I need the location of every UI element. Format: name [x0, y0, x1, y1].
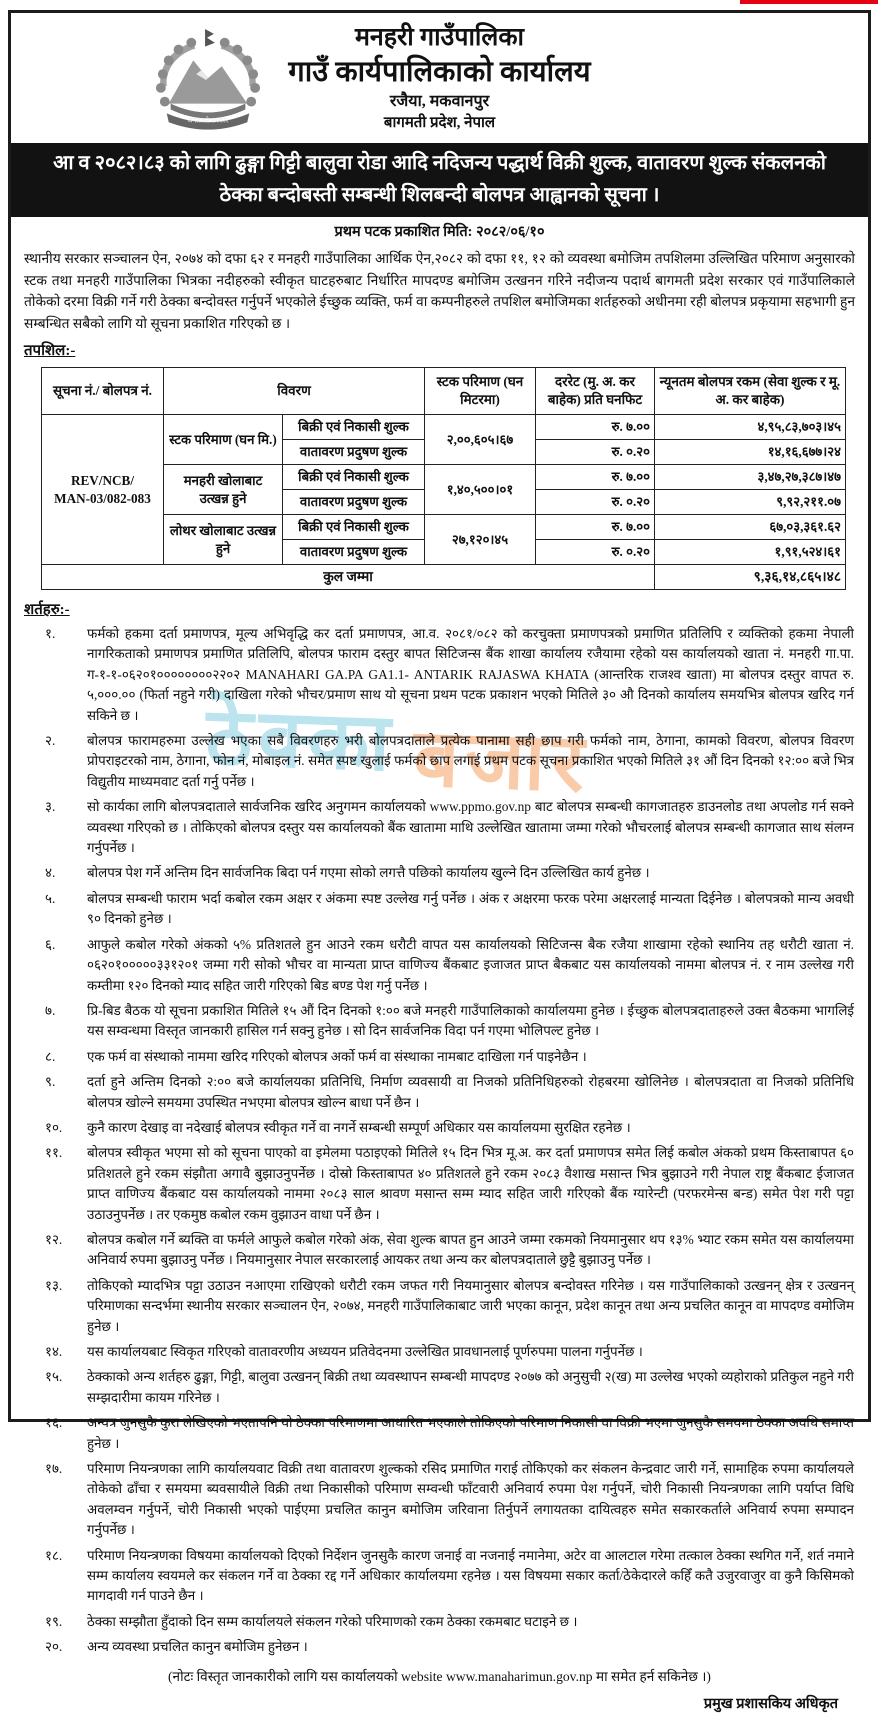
condition-number: २०.: [45, 1639, 63, 1655]
group-name-cell: लोथर खोलाबाट उत्खन्न हुने: [164, 515, 283, 565]
condition-item: [45, 889, 854, 930]
condition-text: तोकिएको म्यादभित्र पट्टा उठाउन नआएमा राखिएको धरौटी रकम जफत गरी नियमानुसार बोलपत्र बन्दोवस्त गरिनेछ । यस गाउँपालिकाको उत्खनन् क्षेत्र र उत्खनन् परिमाणका सन्दर्भमा स्थानीय सरकार सञ्चालन ऐन, २०७४, मनहरी गाउँपालिकाबाट जारी भएका कानून, प्रदेश कानून तथा अन्य प्रचलित कानून वा मापदण्ड वमोजिम हुनेछ ।: [87, 1277, 854, 1334]
rate-cell: रु. ०.२०: [536, 540, 655, 565]
condition-text: बोलपत्र स्वीकृत भएमा सो को सूचना पाएको वा इमेलमा पठाइएको मितिले १५ दिन भित्र मू.अ. कर दर्ता प्रमाणपत्र समेत लिई कबोल अंकको प्रथम किस्ताबापत ६० प्रतिशतले हुने रकम संझौता अगावै बुझाउनुपर्नेछ । दोस्रो किस्ताबापत ४० प्रतिशतले हुने रकम २०८३ वैशाख मसान्त भित्र बुझाउने गरी नेपाल राष्ट्र बैंकबाट ईजाजत प्राप्त वाणिज्य बैंकबाट यस कार्यालयको नाममा २०८३ साल श्रावण मसान्त सम्म म्याद सहित जारी गरिएको बैंक ग्यारेन्टी (परफरमेन्स बन्ड) समेत पेश गरी पट्टा उठाउनुपर्नेछ । तर एकमुष्ठ कबोल रकम वुझाउन वाधा पर्ने छैन ।: [87, 1145, 854, 1222]
condition-item: [45, 1612, 854, 1632]
condition-item: [45, 1072, 854, 1113]
condition-number: ७.: [45, 1002, 56, 1018]
fee-type-cell: वातावरण प्रदुषण शुल्क: [283, 540, 425, 565]
amount-cell: १४,१६,६७७।२४: [655, 440, 846, 465]
office-name: गाउँ कार्यपालिकाको कार्यालय: [288, 56, 591, 88]
col-header-rate: दररेट (मु. अ. कर बाहेक) प्रति घनफिट: [536, 368, 655, 415]
intro-paragraph: स्थानीय सरकार सञ्चालन ऐन, २०७४ को दफा ६२ र मनहरी गाउँपालिका आर्थिक ऐन,२०८२ को दफा ११, १२ को व्यवस्था बमोजिम तपशिलमा उल्लिखित परिमाण अनुसारको स्टक तथा मनहरी गाउँपालिका भित्रका नदीहरुको स्वीकृत घाटहरुबाट निर्धारित मापदण्ड बमोजिम उत्खनन गरिने नदीजन्य पदार्थ बागमती प्रदेश सरकार एवं गाउँपालिकाले तोकेको दरमा विक्री गर्ने गरी ठेक्का बन्दोवस्त गर्नुपर्ने भएकोले ईच्छुक व्यक्ति, फर्म वा कम्पनीहरुले तपशिल बमोजिमका शर्तहरुको अधीनमा रही बोलपत्र प्रकृयामा सहभागी हुन सम्बन्धित सबैको लागि यो सूचना प्रकाशित गरिएको छ ।: [24, 251, 855, 331]
amount-cell: ९,९२,२११.०७: [655, 490, 846, 515]
rate-cell: रु. ७.००: [536, 465, 655, 490]
col-header-stock-qty: स्टक परिमाण (घन मिटरमा): [425, 368, 536, 415]
notice-number-cell: [42, 415, 164, 565]
condition-item: [45, 1413, 854, 1454]
total-label-cell: कुल जम्मा: [42, 565, 655, 590]
condition-item: [45, 624, 854, 726]
condition-item: [45, 1546, 854, 1607]
rate-cell: रु. ७.००: [536, 415, 655, 440]
conditions-label: शर्तहरु:-: [24, 602, 70, 618]
condition-number: १६.: [45, 1415, 63, 1431]
condition-number: १७.: [45, 1461, 63, 1477]
condition-text: अन्यत्र जुनसुकै कुरा लेखिएको भएतापनि यो ठेक्का परिमाणमा आधारित भएकाले तोकिएको परिमाण निकासी वा विक्री भएमा जुनसुकै समयमा ठेक्का अवधि समाप्त हुनेछ ।: [87, 1415, 854, 1451]
stock-qty-cell: २७,१२०।४५: [425, 515, 536, 565]
amount-cell: ४,९५,८३,७०३।४५: [655, 415, 846, 440]
table-header-row: [42, 368, 846, 415]
table-total-row: [42, 565, 846, 590]
condition-number: १०.: [45, 1119, 63, 1135]
fee-type-cell: वातावरण प्रदुषण शुल्क: [283, 490, 425, 515]
condition-text: बोलपत्र कबोल गर्ने ब्यक्ति वा फर्मले आफुले कबोल गरेको अंक, सेवा शुल्क बापत हुन आउने जम्मा रकमको नियमानुसार थप १३% भ्याट रकम समेत यस कार्यालयमा अनिवार्य रुपमा बुझाउनु पर्नेछ । नियमानुसार नेपाल सरकारलाई आयकर तथा अन्य कर बोलपत्रदाताले छुट्टै बुझाउनु पर्नेछ ।: [87, 1231, 854, 1268]
amount-cell: ३,४७,२७,३८७।४७: [655, 465, 846, 490]
condition-item: [45, 935, 854, 996]
office-province: बागमती प्रदेश, नेपाल: [383, 115, 496, 131]
condition-text: सो कार्यका लागि बोलपत्रदाताले सार्वजनिक खरिद अनुगमन कार्यालयको www.ppmo.gov.np बाट बोलपत्र सम्बन्धी कागजातहरु डाउनलोड तथा अपलोड गर्न सक्ने व्यवस्था गरिएको छ । तोकिएको बोलपत्र दस्तुर यस कार्यालयको बैंक खातामा माथि उल्लेखित खातामा जम्मा गरेको भौचरलाई बोलपत्र सम्बन्धी कागजात साथ संलग्न गर्नुपर्नेछ ।: [87, 799, 854, 856]
svg-text:जनताको सरकार: जनताको सरकार: [187, 116, 229, 125]
watermark-word-1: ठेक्का: [204, 689, 398, 790]
total-amount-cell: ९,३६,१४,८६५।४८: [655, 565, 846, 590]
condition-item: [45, 1276, 854, 1337]
condition-number: ८.: [45, 1048, 56, 1064]
condition-item: [45, 1001, 854, 1042]
condition-number: ३.: [45, 799, 56, 815]
footer-note: (नोटः विस्तृत जानकारीको लागि यस कार्यालयको website www.manaharimun.gov.np मा समेत हर्न सकिनेछ ।): [168, 1668, 711, 1684]
notice-title-line2: ठेक्का बन्दोबस्ती सम्बन्धी शिलबन्दी बोलपत्र आह्वानको सूचना ।: [219, 184, 660, 206]
rate-cell: रु. ७.००: [536, 515, 655, 540]
condition-text: बोलपत्र सम्बन्धी फाराम भर्दा कबोल रकम अक्षर र अंकमा स्पष्ट उल्लेख गर्नु पर्नेछ । अंक र अक्षरमा फरक परेमा अक्षरलाई मान्यता दिईनेछ । बोलपत्रको मान्य अवधी ९० दिनको हुनेछ ।: [87, 890, 854, 927]
condition-text: प्रि-बिड बैठक यो सूचना प्रकाशित मितिले १५ औं दिन दिनको १:०० बजे मनहरी गाउँपालिकाको कार्यालयमा हुनेछ । ईच्छुक बोलपत्रदाताहरुले उक्त बैठकमा भागलिई यस सम्वन्धमा विस्तृत जानकारी हासिल गर्न सक्नु हुनेछ । सो दिन सार्वजनिक विदा पर्न गएमा भोलिपल्ट हुनेछ ।: [87, 1002, 854, 1039]
condition-text: फर्मको हकमा दर्ता प्रमाणपत्र, मूल्य अभिवृद्धि कर दर्ता प्रमाणपत्र, आ.व. २०८१/०८२ को करचुक्ता प्रमाणपत्रको प्रमाणित प्रतिलिपि र व्यक्तिको हकमा नेपाली नागरिकताको प्रमाणपत्र प्रमाणित प्रतिलिपि, बोलपत्र फाराम दस्तुर बापत सिटिजन्स बैंक शाखा कार्यालय रजैयामा रहेको यस कार्यालयको खाता नं. मनहरी गा.पा. ग-१-१-०६२०१००००००००२२०२ MANAHARI GA.PA GA1.1- ANTARIK RAJASWA KHATA (आन्तरिक राजश्व खाता) मा बोलपत्र दस्तुर वापत रु. ५,०००.०० (फिर्ता नहुने गरी) दाखिला गरेको भौचर/प्रमाण साथ यो सूचना प्रथम पटक प्रकाशन भएको मितिले ३० औ दिनको कार्यालय समयभित्र बोलपत्र खरिद गर्न सकिने छ ।: [87, 626, 854, 723]
condition-number: १४.: [45, 1344, 63, 1359]
group-name-cell: मनहरी खोलाबाट उत्खन्न हुने: [164, 465, 283, 515]
fee-type-cell: बिक्री एवं निकासी शुल्क: [283, 465, 425, 490]
col-header-description: विवरण: [164, 368, 425, 415]
bid-quantity-table: [41, 367, 846, 590]
condition-number: १९.: [45, 1613, 63, 1629]
stock-qty-cell: १,४०,५००।०१: [425, 465, 536, 515]
condition-text: ठेक्काको अन्य शर्तहरु ढुङ्गा, गिट्टी, बालुवा उत्खनन् बिक्री तथा व्यवस्थापन सम्बन्धी मापदण्ड २०७७ को अनुसुची २(ख) मा उल्लेख भएको व्यहोराको प्रतिकुल नहुने गरी सम्झदारीमा कायम गरिनेछ ।: [87, 1369, 854, 1405]
amount-cell: ६७,०३,३६१.६२: [655, 515, 846, 540]
document-border-frame: [8, 10, 871, 1712]
condition-number: २.: [45, 733, 56, 749]
rate-cell: रु. ०.२०: [536, 440, 655, 465]
condition-text: परिमाण नियन्त्रणका विषयमा कार्यालयको दिएको निर्देशन जुनसुकै कारण जनाई वा नजनाई नमानेमा, अटेर वा आलटाल गरेमा तत्काल ठेक्का स्थगित गर्ने, शर्त नमाने सम्म कार्यालय स्वयमले कर संकलन गर्ने वा ठेक्का रद्द गर्ने अधिकार कार्यालयमा रहनेछ । यस विषयमा सकार कर्ता/ठेकेदारले कहिँ कतै उजुरवाजुर वा कुनै किसिमको मागदावी गर्न पाउने छैन ।: [87, 1547, 854, 1604]
condition-text: ठेक्का सम्झौता हुँदाको दिन सम्म कार्यालयले संकलन गरेको परिमाणको रकम ठेक्का रकमबाट घटाइने छ ।: [87, 1613, 578, 1629]
condition-item: [45, 731, 854, 792]
condition-text: परिमाण नियन्त्रणका लागि कार्यालयवाट विक्री तथा वातावरण शुल्कको रसिद प्रमाणित गराई तोकिएको कर संकलन केन्द्रवाट जारी गर्ने, सामाहिक रुपमा कार्यालयले तोकेको ढाँचा र समयमा ब्यवसायीले विक्री तथा निकासीको परिमाण सम्वन्धी फाँटवारी अनिवार्य रुपमा पेश गर्नुपर्ने, चोरी निकासी नियन्त्रणका लागि पर्याप्त विधि अवलम्वन गर्नुपर्ने, चोरी निकासी भएको पाईएमा प्रचलित कानुन बमोजिम जरिवाना तिर्नुपर्ने लगायतका दायित्वहरु समेत सकारकर्ताले अनिवार्य रुपमा सम्पादन गर्नुपर्नेछ ।: [87, 1461, 854, 1538]
condition-number: ६.: [45, 936, 56, 952]
first-published-date: प्रथम पटक प्रकाशित मिति: २०८२/०६/१०: [334, 224, 545, 240]
col-header-min-bid: न्यूनतम बोलपत्र रकम (सेवा शुल्क र मू. अ. कर बाहेक): [655, 368, 846, 415]
table-row: [42, 415, 846, 440]
signatory-title: प्रमुख प्रशासकिय अधिकृत: [703, 1695, 838, 1712]
condition-item: [45, 1637, 854, 1657]
notice-title-line1: आ व २०८२।८३ को लागि ढुङ्गा गिट्टी बालुवा रोडा आदि नदिजन्य पद्धार्थ विक्री शुल्क, वातावरण शुल्क संकलनको: [53, 152, 826, 174]
stock-qty-cell: २,००,६०५।६७: [425, 415, 536, 465]
condition-text: एक फर्म वा संस्थाको नाममा खरिद गरिएको बोलपत्र अर्को फर्म वा संस्थाका नामबाट दाखिला गर्न पाइनेछैन ।: [87, 1048, 587, 1064]
condition-item: [45, 1118, 854, 1138]
municipality-name: मनहरी गाउँपालिका: [354, 24, 525, 51]
condition-item: [45, 1367, 854, 1408]
letterhead: [11, 13, 868, 134]
tapasil-label: तपशिल:-: [24, 343, 76, 359]
condition-text: यस कार्यालयबाट स्विकृत गरिएको वातावरणीय अध्ययन प्रतिवेदनमा उल्लेखित प्रावधानलाई पूर्णरुपमा पालना गर्नुपर्नेछ ।: [87, 1344, 643, 1359]
conditions-list: [45, 624, 854, 1658]
amount-cell: १,९१,५२४।६१: [655, 540, 846, 565]
watermark-word-2: बजार: [412, 710, 592, 810]
rate-cell: रु. ०.२०: [536, 490, 655, 515]
condition-text: कुनै कारण देखाइ वा नदेखाई बोलपत्र स्वीकृत गर्ने वा नगर्ने सम्बन्धी सम्पूर्ण अधिकार यस कार्यालयमा सुरक्षित रहनेछ ।: [87, 1119, 631, 1135]
scan-red-mark: [740, 0, 878, 4]
notice-title-banner: [11, 143, 868, 217]
condition-item: [45, 1047, 854, 1067]
fee-type-cell: वातावरण प्रदुषण शुल्क: [283, 440, 425, 465]
notice-number-line1: REV/NCB/: [70, 472, 134, 488]
condition-item: [45, 797, 854, 858]
condition-item: [45, 863, 854, 883]
condition-text: दर्ता हुने अन्तिम दिनको २:०० बजे कार्यालयका प्रतिनिधि, निर्माण व्यवसायी वा निजको प्रतिनिधिहरुको रोहबरमा खोलिनेछ । बोलपत्रदाता वा निजको प्रतिनिधि बोलपत्र खोल्ने समयमा उपस्थित नभएमा बोलपत्र खोल्न बाधा पर्ने छैन ।: [87, 1074, 854, 1110]
condition-text: बोलपत्र पेश गर्ने अन्तिम दिन सार्वजनिक बिदा पर्न गएमा सोको लगत्तै पछिको कार्यालय खुल्ने दिन उल्लिखित कार्य हुनेछ ।: [87, 865, 650, 881]
condition-number: ११.: [45, 1145, 63, 1161]
condition-item: [45, 1342, 854, 1362]
condition-item: [45, 1143, 854, 1225]
condition-number: ५.: [45, 890, 56, 906]
condition-number: १३.: [45, 1277, 63, 1293]
condition-item: [45, 1459, 854, 1541]
condition-number: ४.: [45, 865, 56, 881]
condition-number: १५.: [45, 1369, 63, 1385]
fee-type-cell: बिक्री एवं निकासी शुल्क: [283, 515, 425, 540]
condition-item: [45, 1230, 854, 1271]
condition-number: १२.: [45, 1231, 63, 1247]
office-address: रजैया, मकवानपुर: [389, 93, 490, 110]
notice-number-line2: MAN-03/082-083: [54, 490, 151, 506]
fee-type-cell: बिक्री एवं निकासी शुल्क: [283, 415, 425, 440]
condition-text: आफुले कबोल गरेको अंकको ५% प्रतिशतले हुन आउने रकम धरौटी वापत यस कार्यालयको सिटिजन्स बैक रजैया शाखामा रहेको स्थानिय तह धरौटी खाता नं. ०६२०१०००००३३१२०१ जम्मा गरी सोको भौचर वा मान्यता प्राप्त वाणिज्य बैंकबाट इजाजत प्राप्त बैकबाट यस कार्यालयको नाममा बोलपत्र नं. र नाम उल्लेख गरी कम्तीमा १२० दिनको म्याद सहित जारी गरिएको बिड बण्ड पेश गर्नु पर्नेछ ।: [87, 936, 854, 993]
condition-number: १८.: [45, 1547, 63, 1563]
condition-text: बोलपत्र फारामहरुमा उल्लेख भएका सबै विवरणहरु भरी बोलपत्रदाताले प्रत्येक पानामा सही छाप गरी फर्मको नाम, ठेगाना, कामको विवरण, बोलपत्र विवरण प्रोपराइटरको नाम, ठेगाना, फोन नं, मोबाइल नं. समेत स्पष्ट खुलाई फर्मको छाप लगाई प्रथम पटक सूचना प्रकाशित भएको मितिले ३१ औं दिन दिनको १२:०० बजे भित्र विद्युतीय माध्यमवाट दर्ता गर्नु पर्नेछ ।: [87, 733, 854, 789]
municipality-emblem-logo: [149, 27, 267, 137]
condition-text: अन्य व्यवस्था प्रचलित कानुन बमोजिम हुनेछन ।: [87, 1639, 308, 1655]
col-header-notice-no: सूचना नं./ बोलपत्र नं.: [42, 368, 164, 415]
condition-number: १.: [45, 626, 56, 641]
condition-number: ९.: [45, 1074, 56, 1090]
group-name-cell: स्टक परिमाण (घन मि.): [164, 415, 283, 465]
